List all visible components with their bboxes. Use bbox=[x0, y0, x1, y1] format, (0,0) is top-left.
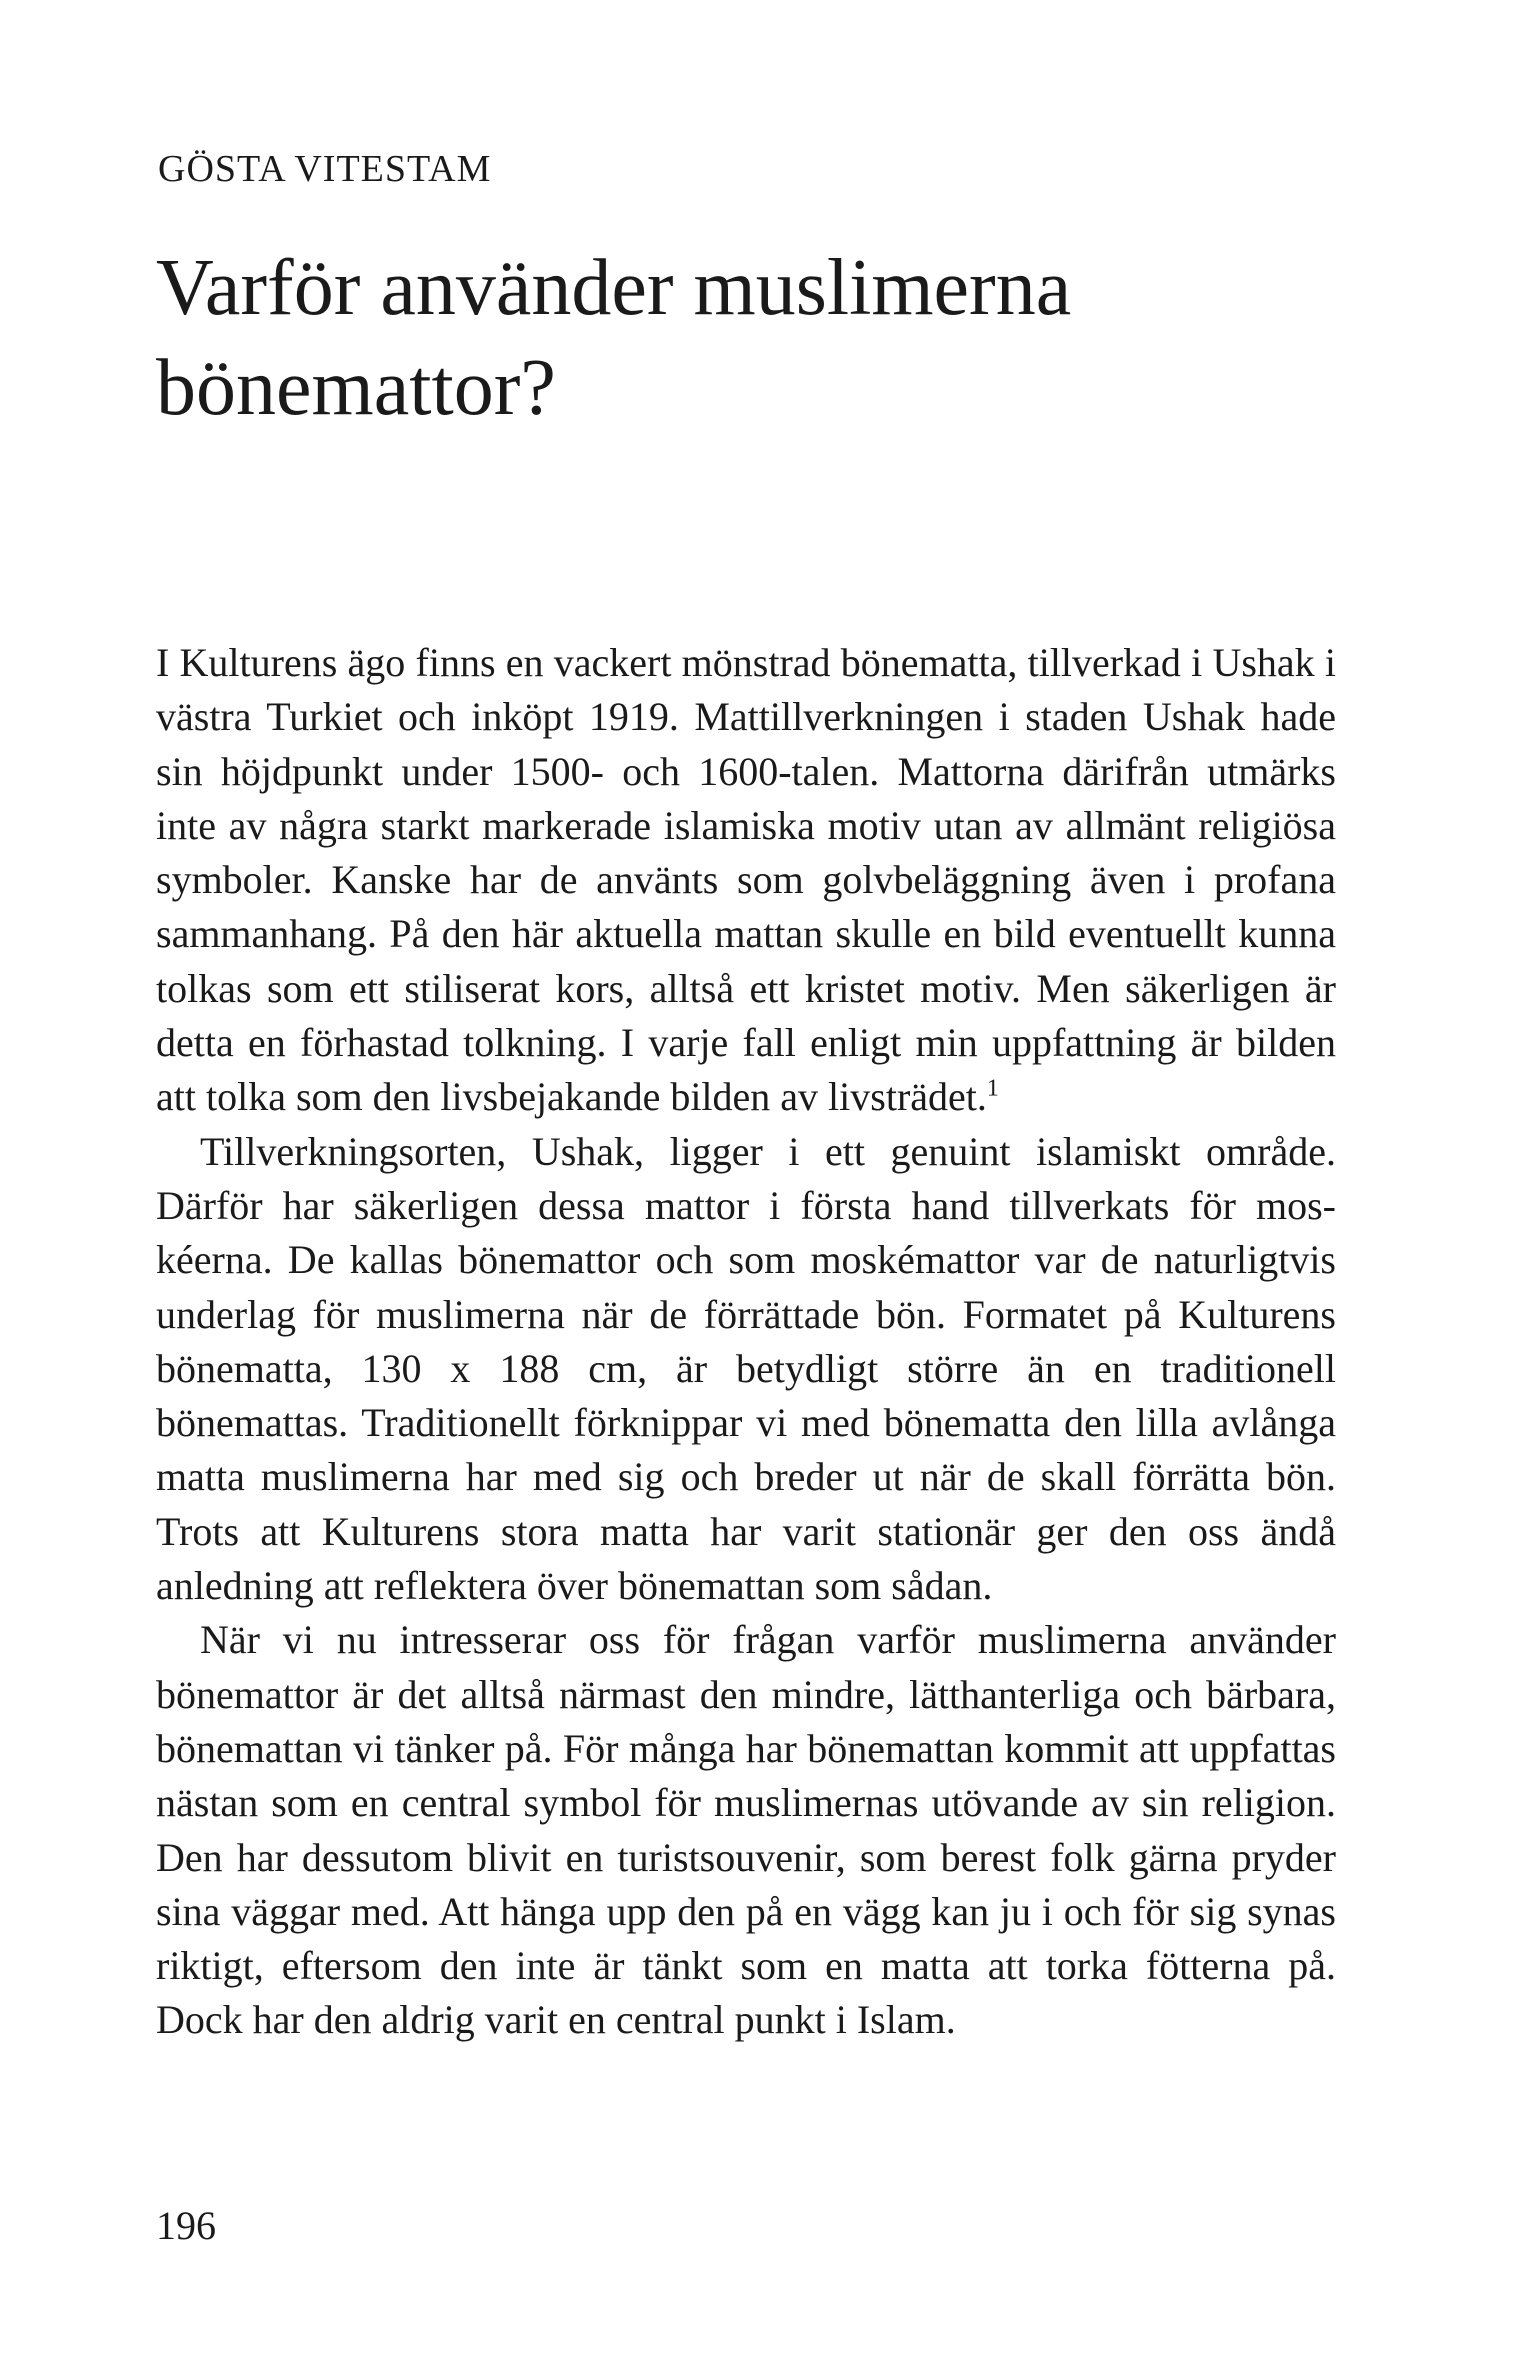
author-name: GÖSTA VITESTAM bbox=[158, 148, 492, 190]
article-body bbox=[156, 636, 1336, 2048]
article-title: Varför använder muslimerna bönemattor? bbox=[156, 244, 1072, 432]
paragraph-3: När vi nu intresserar oss för frågan varför muslimerna använder bönemattor är det alltså närmast den mindre, lätthanterliga och bärbara, bönemattan vi tänker på. För många har bönemattan kommit att uppfattas nästan som en central symbol för muslimernas utövande av sin religion. Den har dessutom blivit en turistsouvenir, som berest folk gärna pryder sina väggar med. Att hänga upp den på en vägg kan ju i och för sig synas riktigt, eftersom den inte är tänkt som en matta att torka fötterna på. Dock har den aldrig varit en central punkt i Islam. bbox=[156, 1617, 1336, 2043]
page-number: 196 bbox=[156, 2203, 216, 2248]
paragraph-1-text: I Kulturens ägo finns en vackert mönstrad bönematta, tillverkad i Ushak i västra Turkiet och inköpt 1919. Mattillverkningen i staden Ushak hade sin höjdpunkt under 1500- och 1600-talen. Mattorna därifrån utmärks inte av några starkt markerade islamiska motiv utan av allmänt religiösa symboler. Kanske har de använts som golvbeläggning även i profana sammanhang. På den här aktuella mattan skulle en bild eventuellt kunna tolkas som ett stiliserat kors, alltså ett kristet motiv. Men säkerligen är detta en förhastad tolkning. I varje fall enligt min uppfattning är bilden att tolka som den livsbejakande bilden av livsträdet. bbox=[156, 640, 1336, 1120]
paragraph-2: Tillverkningsorten, Ushak, ligger i ett genuint islamiskt område. Därför har säkerligen dessa mattor i första hand tillverkats för moskéerna. De kallas bönemattor och som moskémattor var de naturligtvis underlag för muslimerna när de förrättade bön. Formatet på Kulturens bönematta, 130 x 188 cm, är betydligt större än en traditionell bönemattas. Traditionellt förknippar vi med bönematta den lilla avlånga matta muslimerna har med sig och breder ut när de skall förrätta bön. Trots att Kulturens stora matta har varit stationär ger den oss ändå anledning att reflektera över bönemattan som sådan. bbox=[156, 1128, 1336, 1609]
footnote-reference[interactable]: 1 bbox=[986, 1076, 999, 1103]
paragraph-1 bbox=[156, 636, 1336, 1125]
